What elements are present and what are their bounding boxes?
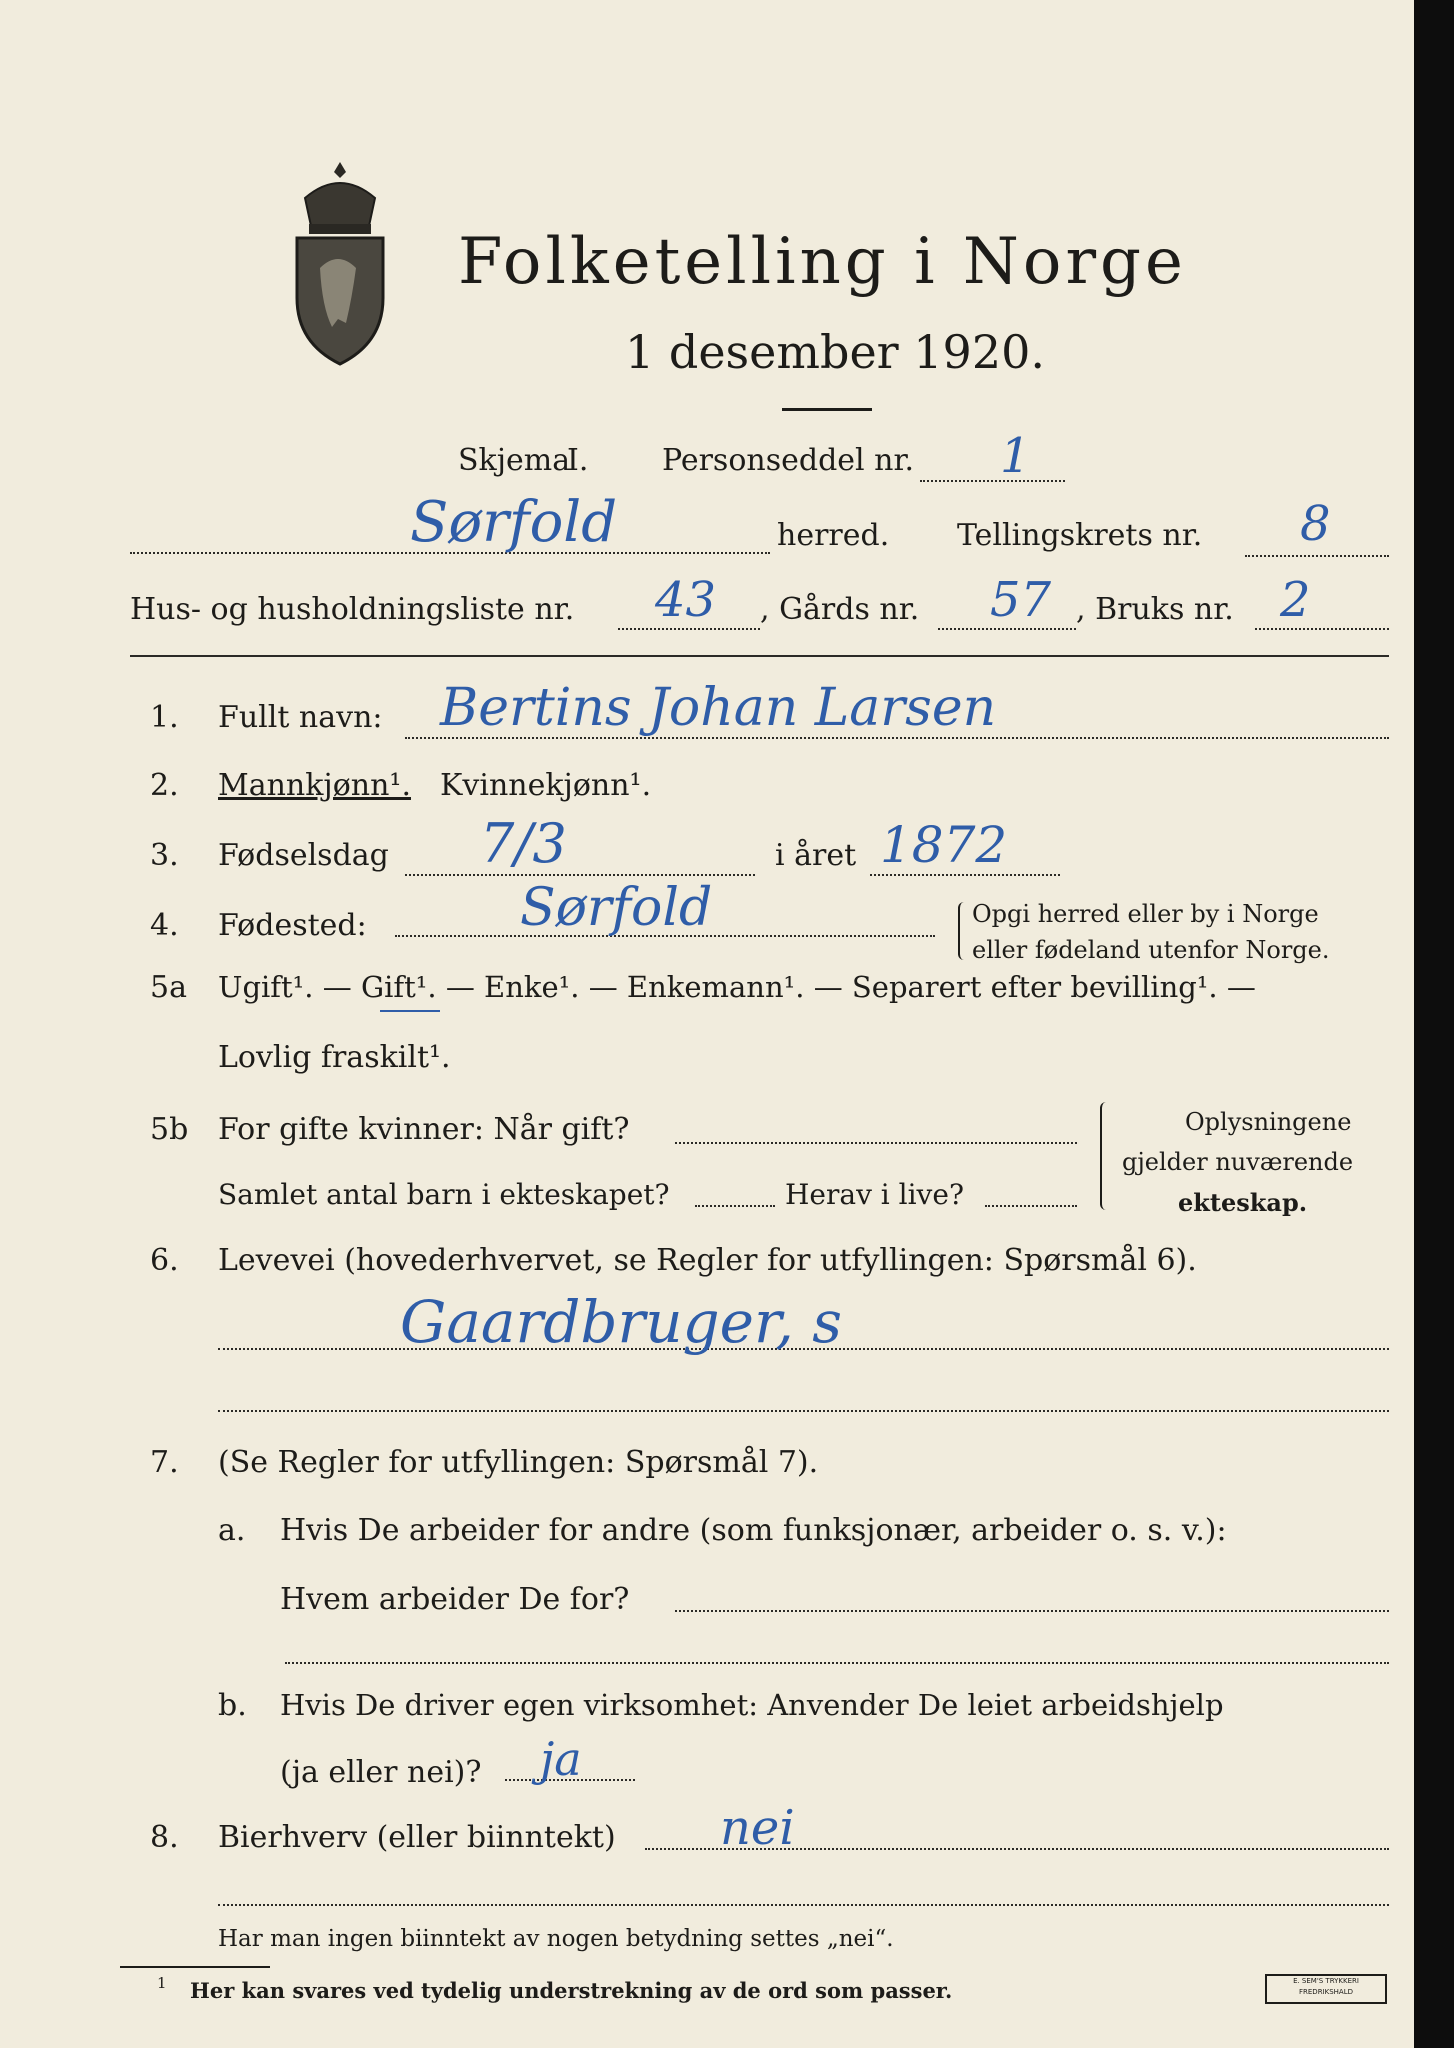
skjema-label: Skjema: [458, 443, 571, 478]
personseddel-value: 1: [1000, 428, 1031, 484]
q7b-value: ja: [540, 1732, 582, 1786]
footnote-text: Her kan svares ved tydelig understrekning av de ord som passer.: [190, 1978, 953, 2003]
printer-name: E. SEM'S TRYKKERI: [1293, 1977, 1359, 1985]
husholdning-value: 43: [655, 572, 717, 628]
q7a-line-2: Hvem arbeider De for?: [280, 1582, 630, 1617]
q3-aret-line: [870, 874, 1060, 876]
q3-aret-value: 1872: [880, 816, 1008, 874]
footnote-mark: 1: [157, 1974, 167, 1992]
q7a-line-1: Hvis De arbeider for andre (som funksjonær, arbeider o. s. v.):: [280, 1513, 1227, 1548]
q5b-nar-gift-line: [675, 1142, 1077, 1144]
q4-brace: [958, 902, 970, 960]
q4-number: 4.: [150, 908, 179, 943]
q7a-line: [675, 1610, 1389, 1612]
bruks-label: , Bruks nr.: [1076, 592, 1234, 627]
printer-city: FREDRIKSHALD: [1298, 1988, 1353, 1996]
q3-number: 3.: [150, 838, 179, 873]
q7b-line-2: (ja eller nei)?: [280, 1755, 482, 1790]
q5b-live-line: [985, 1205, 1077, 1207]
q6-line-2: [218, 1410, 1389, 1412]
q8-label: Bierhverv (eller biinntekt): [218, 1820, 616, 1855]
footer-note: Har man ingen biinntekt av nogen betydning settes „nei“.: [218, 1926, 894, 1952]
q8-number: 8.: [150, 1820, 179, 1855]
tellingskrets-label: Tellingskrets nr.: [957, 518, 1203, 553]
q5b-barn-label: Samlet antal barn i ekteskapet?: [218, 1178, 670, 1211]
q5b-brace: [1100, 1102, 1112, 1210]
q5b-note-3: ekteskap.: [1178, 1188, 1308, 1217]
q3-aret-label: i året: [775, 838, 857, 873]
q5b-number: 5b: [150, 1112, 189, 1147]
form-date: 1 desember 1920.: [625, 325, 1045, 379]
q3-value: 7/3: [480, 812, 567, 875]
q5b-line-1: For gifte kvinner: Når gift?: [218, 1112, 630, 1147]
bruks-line: [1255, 628, 1389, 630]
q7-number: 7.: [150, 1445, 179, 1480]
title-divider: [782, 408, 872, 411]
footer-rule: [120, 1966, 270, 1968]
q5a-line-1: Ugift¹. — Gift¹. — Enke¹. — Enkemann¹. — Separert efter bevilling¹. —: [218, 970, 1256, 1004]
gards-value: 57: [990, 572, 1052, 628]
q5a-gift-underline: [380, 1010, 440, 1012]
bruks-value: 2: [1280, 572, 1311, 628]
q3-line: [405, 874, 755, 876]
q8-value: nei: [720, 1800, 795, 1856]
herred-label: herred.: [777, 518, 890, 553]
husholdning-label: Hus- og husholdningsliste nr.: [130, 592, 575, 627]
q6-label: Levevei (hovederhvervet, se Regler for utfyllingen: Spørsmål 6).: [218, 1243, 1197, 1278]
header-rule: [130, 655, 1389, 657]
printer-stamp: [1265, 1974, 1387, 2004]
gards-line: [938, 628, 1076, 630]
q5b-live-label: Herav i live?: [785, 1178, 964, 1211]
q7b-letter: b.: [218, 1688, 247, 1723]
q4-note-2: eller fødeland utenfor Norge.: [972, 936, 1330, 964]
q5b-note-2: gjelder nuværende: [1122, 1148, 1354, 1176]
herred-value: Sørfold: [410, 490, 618, 555]
q6-value: Gaardbruger, s: [400, 1288, 842, 1356]
husholdning-line: [618, 628, 760, 630]
personseddel-line: [920, 480, 1065, 482]
q1-value: Bertins Johan Larsen: [440, 678, 997, 738]
q5b-note-1: Oplysningene: [1185, 1108, 1352, 1136]
personseddel-label: Personseddel nr.: [662, 443, 915, 478]
q5a-line-2: Lovlig fraskilt¹.: [218, 1040, 451, 1075]
q4-label: Fødested:: [218, 908, 367, 943]
q5a-number: 5a: [150, 970, 187, 1005]
q8-line-extra: [218, 1904, 1389, 1906]
q2-number: 2.: [150, 768, 179, 803]
skjema-value: I.: [567, 443, 589, 478]
q7a-line-extra: [285, 1662, 1389, 1664]
coat-of-arms-icon: [285, 158, 395, 368]
q6-number: 6.: [150, 1243, 179, 1278]
q4-value: Sørfold: [520, 878, 713, 938]
q4-note-1: Opgi herred eller by i Norge: [972, 900, 1319, 928]
q7a-letter: a.: [218, 1513, 246, 1548]
q7-label: (Se Regler for utfyllingen: Spørsmål 7).: [218, 1445, 819, 1480]
q2-kvinnekjonn: Kvinnekjønn¹.: [440, 768, 652, 803]
q2-mannkjonn: Mannkjønn¹.: [218, 768, 411, 803]
q3-label: Fødselsdag: [218, 838, 389, 873]
form-title: Folketelling i Norge: [458, 225, 1187, 299]
q1-label: Fullt navn:: [218, 700, 383, 735]
tellingskrets-line: [1245, 555, 1389, 557]
q1-number: 1.: [150, 700, 179, 735]
q5b-barn-line: [695, 1205, 775, 1207]
tellingskrets-value: 8: [1300, 496, 1331, 552]
gards-label: , Gårds nr.: [760, 592, 920, 627]
q7b-line-1: Hvis De driver egen virksomhet: Anvender De leiet arbeidshjelp: [280, 1688, 1224, 1722]
